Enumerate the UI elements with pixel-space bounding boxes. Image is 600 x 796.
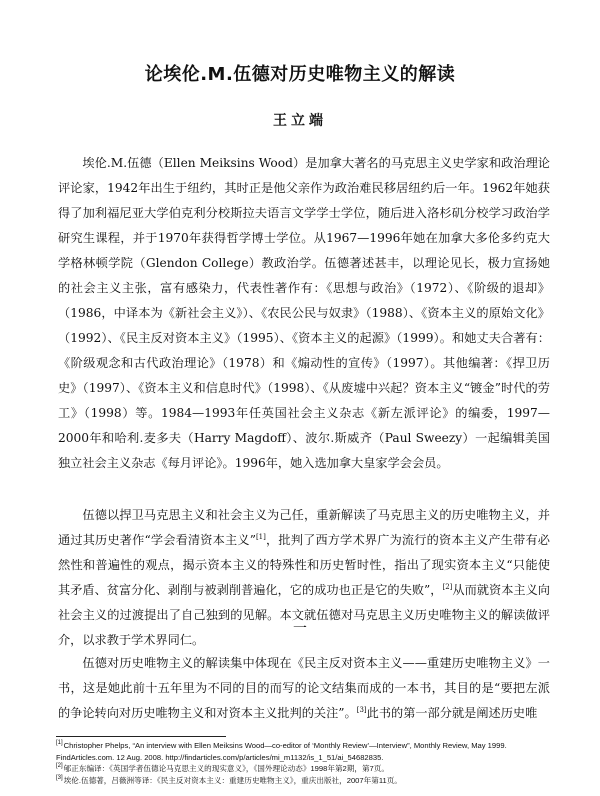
body-paragraph-section-1 [58,651,550,726]
body-paragraph-intro [58,151,550,476]
paragraph-2-part-c: 从而就资本主义向社会主义的过渡提出了自己独到的见解。本文就伍德对马克思主义历史唯物主义的解读做评介，以求教于学术界同仁。 [58,583,550,647]
article-title: 论埃伦.M.伍德对历史唯物主义的解读 [144,64,456,85]
paragraph-3-part-a: 伍德对历史唯物主义的解读集中体现在《民主反对资本主义——重建历史唯物主义》一书，这是她此前十五年里为不同的目的而写的论文结集而成的一本书，其目的是“要把左派的争论转向对历史唯物主义和对资本主义批判的关注”。 [58,656,550,720]
footnote-mark: [1] [56,740,63,747]
footnote-mark: [3] [56,774,63,781]
footnote-ref-1[interactable]: [1] [255,532,266,541]
footnotes [56,740,552,786]
footnote-ref-2[interactable]: [2] [442,582,453,591]
footnote-divider [56,736,226,737]
footnote-1 [56,740,552,763]
footnote-text: Christopher Phelps, “An interview with Ellen Meiksins Wood—co-editor of ‘Monthly Review’—Interview”, Monthly Review, May 1999. FindArticles.com. 12 Aug. 2008. http://findarticles.com/p/articles/mi_m1132/is_1_51/ai_54682835. [56,741,507,762]
paragraph-2-part-b: ，批判了西方学术界广为流行的资本主义产生带有必然性和普遍性的观点，揭示资本主义的特殊性和历史暂时性，指出了现实资本主义“只能使其矛盾、贫富分化、剥削与被剥削普遍化，它的成功也正是它的失败”， [58,533,550,597]
paragraph-3 [58,651,550,726]
footnote-3 [56,775,552,787]
author-name: 王立端 [273,113,327,129]
paragraph-1: 埃伦.M.伍德（Ellen Meiksins Wood）是加拿大著名的马克思主义史学家和政治理论评论家，1942年出生于纽约，其时正是他父亲作为政治难民移居纽约后一年。1962年她获得了加利福尼亚大学伯克利分校斯拉夫语言文学学士学位，随后进入洛杉矶分校学习政治学研究生课程，并于1970年获得哲学博士学位。从1967—1996年她在加拿大多伦多约克大学格林顿学院（Glendon College）教政治学。伍德著述甚丰，以理论见长，极力宣扬她的社会主义主张，富有感染力，代表性著作有：《思想与政治》（1972）、《阶级的退却》（1986，中译本为《新社会主义》）、《农民公民与奴隶》（1988）、《资本主义的原始文化》（1992）、《民主反对资本主义》（1995）、《资本主义的起源》（1999）。和她丈夫合著有：《阶级观念和古代政治理论》（1978）和《煽动性的宣传》（1997）。其他编著：《捍卫历史》（1997）、《资本主义和信息时代》（1998）、《从废墟中兴起？资本主义“镀金”时代的劳工》（1998）等。1984—1993年任英国社会主义杂志《新左派评论》的编委，1997—2000年和哈利.麦多夫（Harry Magdoff）、波尔.斯威齐（Paul Sweezy）一起编辑美国独立社会主义杂志《每月评论》。1996年，她入选加拿大皇家学会会员。 [58,156,550,470]
paragraph-3-part-b: 此书的第一部分就是阐述历史唯 [366,706,538,720]
footnote-ref-3[interactable]: [3] [356,705,367,714]
section-number: 一 [293,621,307,637]
footnote-mark: [2] [56,763,63,770]
footnote-text: 郇正东编译：《英国学者伍德论马克思主义的现实意义》，《国外理论动态》1998年第2期，第7页。 [63,764,389,773]
paragraph-2-part-a: 伍德以捍卫马克思主义和社会主义为己任，重新解读了马克思主义的历史唯物主义，并通过其历史著作“学会看清资本主义” [58,508,550,547]
footnote-2 [56,763,552,775]
footnote-text: 埃伦.伍德著，吕薇洲等译：《民主反对资本主义：重建历史唯物主义》，重庆出版社，2007年第11页。 [63,775,402,785]
